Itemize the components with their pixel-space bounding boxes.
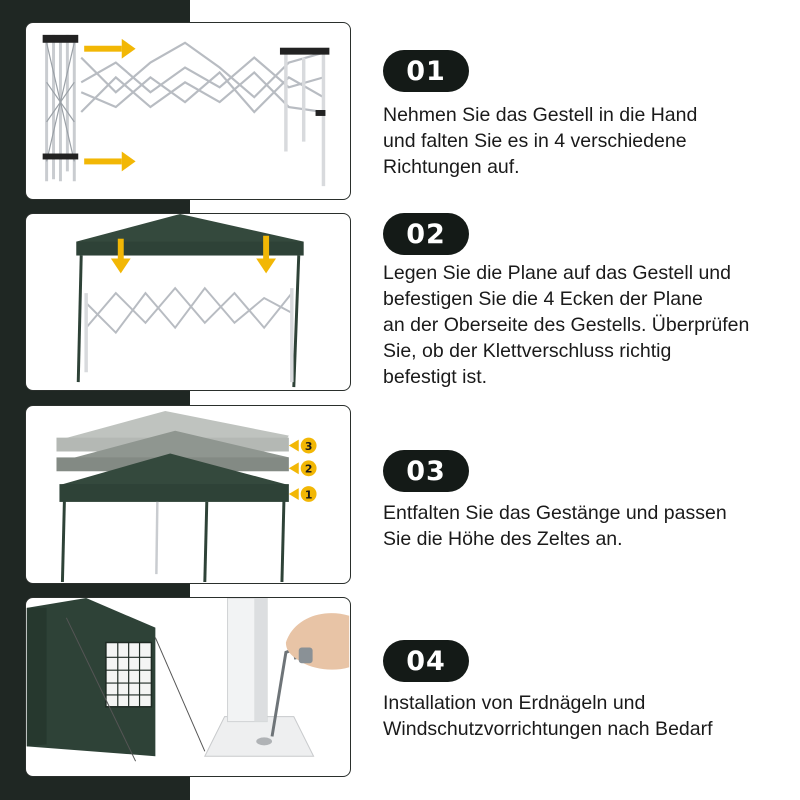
step-instruction-text: Installation von Erdnägeln und Windschutzvorrichtungen nach Bedarf — [383, 692, 713, 740]
step-number-badge: 02 — [383, 213, 469, 255]
step-instruction-text: Nehmen Sie das Gestell in die Hand und falten Sie es in 4 verschiedene Richtungen auf. — [383, 104, 698, 178]
canopy-placement-illustration — [26, 214, 350, 390]
frame-unfolding-illustration — [26, 23, 350, 199]
height-adjust-illustration — [26, 406, 350, 583]
level-1-label: 1 — [304, 488, 313, 502]
step-number-badge: 01 — [383, 50, 469, 92]
step-instruction-text: Entfalten Sie das Gestänge und passen Sie die Höhe des Zeltes an. — [383, 502, 727, 550]
ground-stake-illustration — [26, 598, 350, 776]
step-3-image — [25, 405, 351, 584]
level-3-label: 3 — [304, 440, 313, 454]
height-level-markers — [289, 438, 317, 502]
level-2-label: 2 — [304, 462, 313, 476]
step-2-image — [25, 213, 351, 391]
step-number-badge: 03 — [383, 450, 469, 492]
step-4-image — [25, 597, 351, 777]
step-number-badge: 04 — [383, 640, 469, 682]
step-1-image — [25, 22, 351, 200]
step-instruction-text: Legen Sie die Plane auf das Gestell und befestigen Sie die 4 Ecken der Plane an der Oberseite des Gestells. Überprüfen Sie, ob der Klettverschluss richtig befestigt ist. — [383, 262, 750, 388]
